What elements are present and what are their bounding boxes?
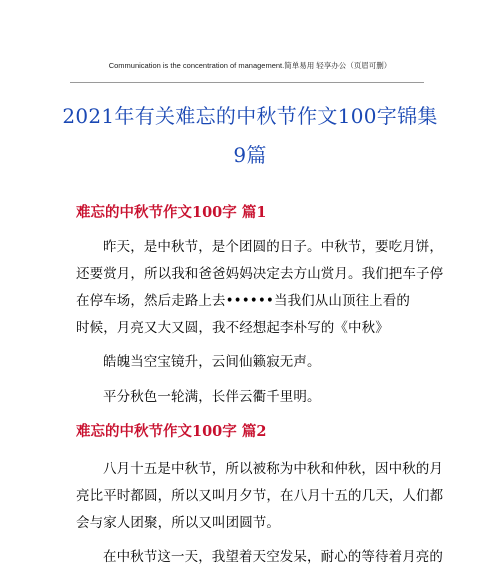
document-title: 2021年有关难忘的中秋节作文100字锦集 [62, 104, 438, 128]
document-title-continued: 9篇 [233, 143, 267, 167]
paragraph-line: 八月十五是中秋节，所以被称为中秋和仲秋，因中秋的月 [103, 461, 443, 477]
section-heading-2: 难忘的中秋节作文100字 篇2 [76, 423, 267, 440]
paragraph-line: 在中秋节这一天，我望着天空发呆，耐心的等待着月亮的 [103, 549, 443, 565]
paragraph-line: 会与家人团聚，所以又叫团圆节。 [76, 515, 280, 531]
header-rule [70, 82, 424, 83]
paragraph-line: 时候，月亮又大又圆，我不经想起李朴写的《中秋》 [76, 320, 389, 336]
paragraph-line: 在停车场，然后走路上去••••••当我们从山顶往上看的 [76, 293, 410, 309]
paragraph-line: 亮比平时都圆，所以又叫月夕节，在八月十五的几天，人们都 [76, 488, 444, 504]
paragraph-line: 昨天，是中秋节，是个团圆的日子。中秋节，要吃月饼， [103, 239, 443, 255]
page-header: Communication is the concentration of management.简单易用 轻享办公（页眉可删） [108, 61, 392, 70]
paragraph-line: 还要赏月，所以我和爸爸妈妈决定去方山赏月。我们把车子停 [76, 266, 444, 282]
poem-line: 皓魄当空宝镜升，云间仙籁寂无声。 [103, 354, 321, 370]
section-heading-1: 难忘的中秋节作文100字 篇1 [76, 204, 267, 221]
poem-line: 平分秋色一轮满，长伴云衢千里明。 [103, 389, 321, 405]
